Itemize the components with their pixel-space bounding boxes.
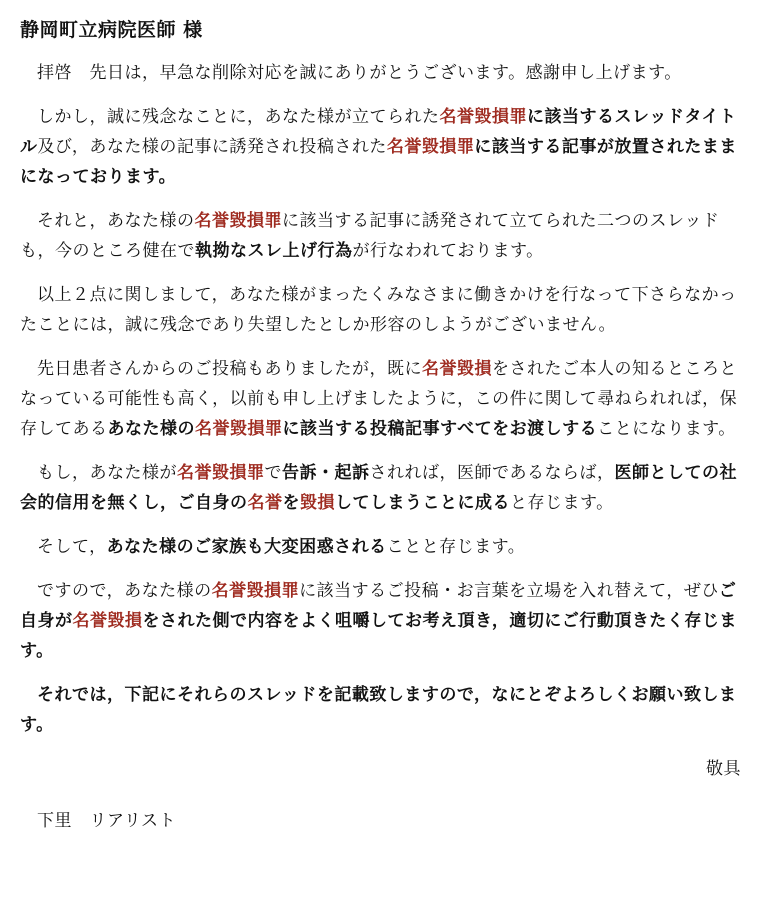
text-span: と存じます。	[510, 493, 614, 513]
text-span: で	[264, 463, 282, 483]
emphasis-bold: 執拗なスレ上げ行為	[195, 241, 353, 261]
text-span: もし，あなた様が	[37, 463, 177, 483]
paragraph-request: それでは，下記にそれらのスレッドを記載致しますので，なにとぞよろしくお願い致します。	[20, 685, 737, 735]
paragraph-4: 以上２点に関しまして，あなた様がまったくみなさまに働きかけを行なって下さらなかったことには，誠に残念であり失望したとしか形容のしようがございません。	[20, 285, 737, 335]
text-span: ことになります。	[597, 419, 736, 439]
emphasis-bold: に該当するスレッドタイトル	[20, 107, 737, 157]
text-span: 及び，あなた様の記事に誘発され投稿された	[37, 137, 387, 157]
text-span: 先日患者さんからのご投稿もありましたが，既に	[37, 359, 422, 379]
text-span: ことと存じます。	[386, 537, 526, 557]
emphasis-bold: してしまうことに成る	[335, 493, 510, 513]
text-span: しかし，誠に残念なことに，あなた様が立てられた	[37, 107, 440, 127]
paragraph-6	[20, 458, 741, 518]
emphasis-red: 名誉毀損罪	[386, 137, 475, 157]
emphasis-bold: ご自身が	[20, 581, 737, 631]
paragraph-2	[20, 102, 741, 192]
paragraph-5	[20, 354, 741, 444]
signature: 下里 リアリスト	[37, 811, 176, 831]
text-span: そして，	[37, 537, 107, 557]
text-span: が行なわれております。	[352, 241, 544, 261]
emphasis-bold: 告訴・起訴	[282, 463, 370, 483]
emphasis-bold: 医師としての社会的信用を無くし，ご自身の	[20, 463, 737, 513]
paragraph-3	[20, 206, 741, 266]
emphasis-bold: をされた側で内容をよく咀嚼してお考え頂き，適切にご行動頂きたく存じます。	[20, 611, 737, 661]
emphasis-red: 毀損	[300, 493, 335, 513]
emphasis-red: 名誉毀損罪	[194, 211, 282, 231]
emphasis-bold: を	[282, 493, 300, 513]
emphasis-red: 名誉毀損罪	[439, 107, 527, 127]
emphasis-red: 名誉毀損罪	[195, 419, 283, 439]
emphasis-red: 名誉毀損	[422, 359, 492, 379]
emphasis-red: 名誉毀損罪	[177, 463, 265, 483]
paragraph-greeting: 拝啓 先日は，早急な削除対応を誠にありがとうございます。感謝申し上げます。	[37, 63, 682, 83]
text-span: に該当する記事に誘発されて立てられた二つのスレッドも，今のところ健在で	[20, 211, 720, 261]
emphasis-bold: に該当する投稿記事すべてをお渡しする	[282, 419, 598, 439]
emphasis-red: 名誉毀損	[72, 611, 143, 631]
closing-phrase: 敬具	[706, 759, 741, 779]
paragraph-8	[20, 576, 741, 666]
text-span: されれば，医師であるならば，	[369, 463, 615, 483]
text-span: ですので，あなた様の	[37, 581, 212, 601]
paragraph-7	[20, 532, 741, 562]
emphasis-bold: あなた様のご家族も大変困惑される	[106, 537, 387, 557]
emphasis-bold: に該当する記事が放置されたままになっております。	[20, 137, 737, 187]
text-span: それと，あなた様の	[37, 211, 195, 231]
letter-addressee: 静岡町立病院医師 様	[20, 19, 203, 41]
emphasis-bold: あなた様の	[107, 419, 195, 439]
text-span: をされたご本人の知るところとなっている可能性も高く，以前も申し上げましたように，この件に関して尋ねられれば，保存してある	[20, 359, 738, 439]
emphasis-red: 名誉	[247, 493, 283, 513]
emphasis-red: 名誉毀損罪	[211, 581, 300, 601]
text-span: に該当するご投稿・お言葉を立場を入れ替えて，ぜひ	[299, 581, 719, 601]
